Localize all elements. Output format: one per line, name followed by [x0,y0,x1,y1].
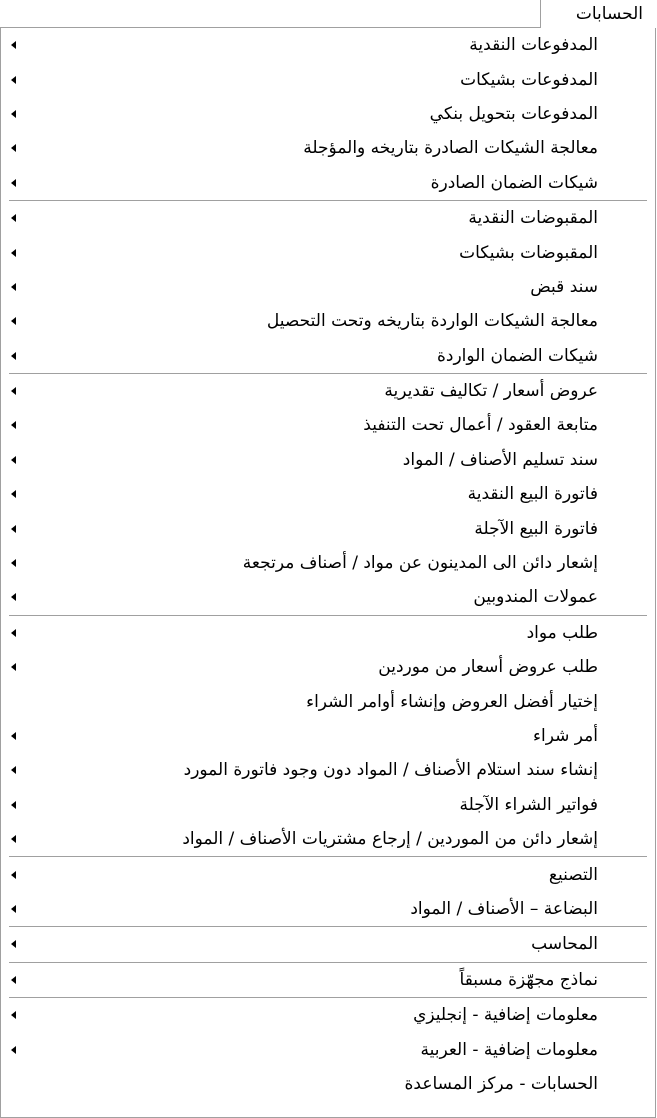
menu-item-label: متابعة العقود / أعمال تحت التنفيذ [363,415,598,436]
menu-item-label: المقبوضات النقدية [468,208,598,229]
submenu-arrow-icon [11,976,16,984]
menu-item-label: معالجة الشيكات الواردة بتاريخه وتحت التحصيل [266,311,598,332]
menu-item-label: معلومات إضافية - إنجليزي [413,1005,598,1026]
menu-item-label: طلب مواد [526,622,598,643]
menu-item[interactable] [1,201,655,235]
submenu-arrow-icon [11,593,16,601]
menu-item[interactable] [1,131,655,165]
menu-item-label: التصنيع [548,864,598,885]
menu-item-label: سند تسليم الأصناف / المواد [402,449,598,470]
menu-item[interactable] [1,1067,655,1101]
submenu-arrow-icon [11,41,16,49]
menu-item[interactable] [1,963,655,997]
menu-item-label: الحسابات - مركز المساعدة [404,1073,598,1094]
submenu-arrow-icon [11,835,16,843]
submenu-arrow-icon [11,179,16,187]
submenu-arrow-icon [11,559,16,567]
menu-item-label: شيكات الضمان الصادرة [430,172,598,193]
menu-item[interactable] [1,408,655,442]
submenu-arrow-icon [11,871,16,879]
menu-item-label: المقبوضات بشيكات [459,242,598,263]
menu-item-label: شيكات الضمان الواردة [437,345,598,366]
menu-item[interactable] [1,477,655,511]
menu-title-label: الحسابات [575,4,643,24]
menu-item[interactable] [1,616,655,650]
menu-item[interactable] [1,650,655,684]
submenu-arrow-icon [11,317,16,325]
menu-item[interactable] [1,998,655,1032]
submenu-arrow-icon [11,352,16,360]
menu-item-label: إشعار دائن من الموردين / إرجاع مشتريات الأصناف / المواد [182,829,598,850]
submenu-arrow-icon [11,801,16,809]
menu-item-label: إختيار أفضل العروض وإنشاء أوامر الشراء [306,691,598,712]
menu-item-label: نماذج مجهّزة مسبقاً [459,969,598,990]
submenu-arrow-icon [11,766,16,774]
menu-item-label: المدفوعات بشيكات [460,69,598,90]
menu-item[interactable] [1,788,655,822]
menu-item[interactable] [1,546,655,580]
dropdown-menu [0,27,656,1118]
menu-item[interactable] [1,1032,655,1066]
menu-item-label: معالجة الشيكات الصادرة بتاريخه والمؤجلة [303,138,598,159]
menu-item-label: إشعار دائن الى المدينون عن مواد / أصناف مرتجعة [242,553,598,574]
submenu-arrow-icon [11,905,16,913]
menu-item-label: معلومات إضافية - العربية [420,1039,598,1060]
submenu-arrow-icon [11,283,16,291]
submenu-arrow-icon [11,525,16,533]
menu-item[interactable] [1,304,655,338]
submenu-arrow-icon [11,110,16,118]
menu-item-label: أمر شراء [533,726,598,746]
submenu-arrow-icon [11,249,16,257]
submenu-arrow-icon [11,732,16,740]
menu-item-label: عمولات المندوبين [473,587,598,608]
menu-item[interactable] [1,684,655,718]
menu-item-label: سند قبض [530,276,598,297]
menu-item-label: فاتورة البيع النقدية [467,484,598,505]
menu-item-label: إنشاء سند استلام الأصناف / المواد دون وجود فاتورة المورد [183,760,598,781]
menu-item-label: البضاعة – الأصناف / المواد [410,898,598,919]
menu-item[interactable] [1,857,655,891]
menu-item[interactable] [1,892,655,926]
menu-item[interactable] [1,62,655,96]
menu-item-label: المحاسب [531,934,598,955]
menu-item-label: المدفوعات النقدية [469,35,598,56]
menu-item-label: فاتورة البيع الآجلة [474,518,598,539]
menu-item[interactable] [1,753,655,787]
submenu-arrow-icon [11,214,16,222]
menu-item-label: المدفوعات بتحويل بنكي [429,103,598,124]
submenu-arrow-icon [11,144,16,152]
submenu-arrow-icon [11,1011,16,1019]
submenu-arrow-icon [11,76,16,84]
menu-item[interactable] [1,443,655,477]
submenu-arrow-icon [11,456,16,464]
menu-item[interactable] [1,235,655,269]
menu-item[interactable] [1,580,655,614]
submenu-arrow-icon [11,1046,16,1054]
menu-item-label: فواتير الشراء الآجلة [459,794,598,815]
submenu-arrow-icon [11,940,16,948]
submenu-arrow-icon [11,387,16,395]
menu-item[interactable] [1,339,655,373]
menu-item[interactable] [1,374,655,408]
menu-title-tab[interactable] [540,0,657,28]
menu-item[interactable] [1,28,655,62]
menu-item[interactable] [1,927,655,961]
menu-item-label: طلب عروض أسعار من موردين [378,657,598,678]
menu-item[interactable] [1,511,655,545]
menu-item[interactable] [1,270,655,304]
menu-item[interactable] [1,166,655,200]
menu-item-label: عروض أسعار / تكاليف تقديرية [384,381,598,402]
menu-item[interactable] [1,97,655,131]
menu-item[interactable] [1,719,655,753]
menu-item[interactable] [1,822,655,856]
submenu-arrow-icon [11,421,16,429]
submenu-arrow-icon [11,490,16,498]
submenu-arrow-icon [11,663,16,671]
submenu-arrow-icon [11,629,16,637]
